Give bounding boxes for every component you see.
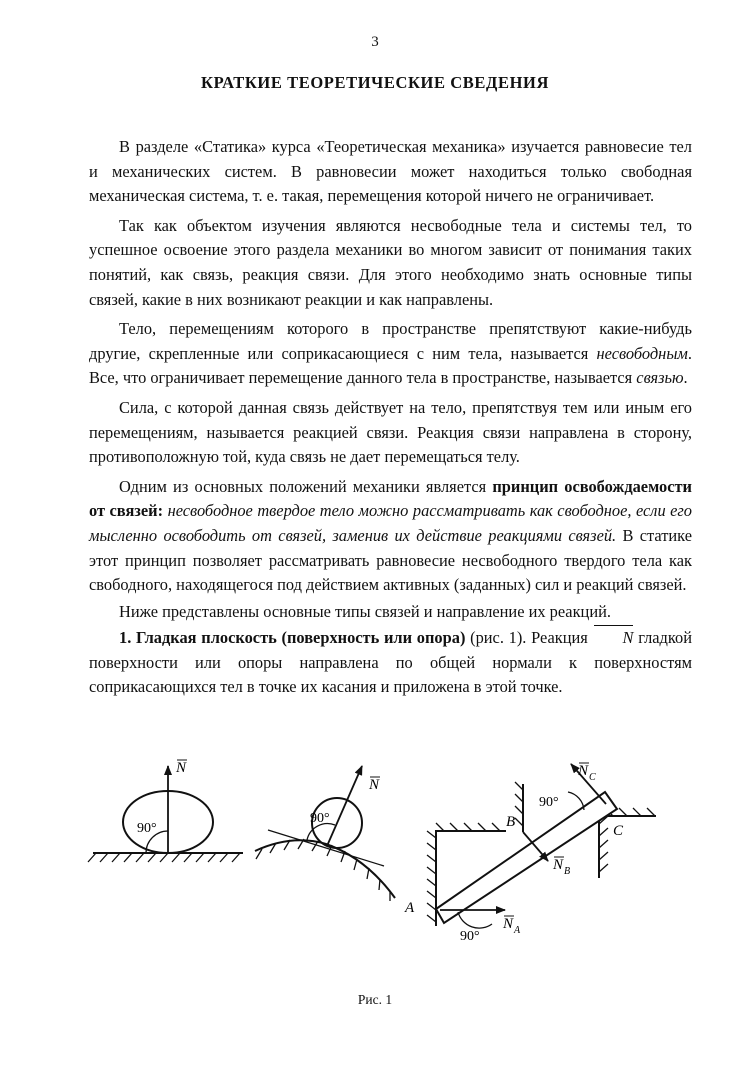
- paragraph-1: В разделе «Статика» курса «Теоретическая механика» изучается равновесие тел и механических систем. В равновесии может находиться только свободная механическая система, т. е. такая, перемещения которой ничего не ограничивает.: [89, 137, 692, 206]
- reaction-arrow-n-2: [327, 766, 362, 846]
- reaction-arrow-nc: [571, 764, 606, 804]
- paragraph-6: Ниже представлены основные типы связей и направление их реакций.: [119, 601, 611, 621]
- paragraph-4: Сила, с которой данная связь действует на тело, препятствуя тем или иным его перемещениям, называется реакцией связи. Реакция связи направлена в сторону, противоположную той, куда связь не дает перемещаться телу.: [89, 397, 692, 467]
- p7-text-b: (рис. 1). Реакция: [465, 628, 593, 648]
- p5-text-a: Одним из основных положений механики является: [119, 476, 493, 496]
- p3-text-c: . Все, что ограничивает перемещение данного тела в пространстве, называется: [89, 343, 692, 388]
- p3-text-e: .: [683, 368, 688, 388]
- section-heading: КРАТКИЕ ТЕОРЕТИЧЕСКИЕ СВЕДЕНИЯ: [201, 73, 549, 92]
- diagram-ball-on-curve: [255, 766, 395, 901]
- angle-label-2: 90°: [310, 811, 330, 826]
- paragraph-2: Так как объектом изучения являются несвободные тела и системы тел, то успешное освоение этого раздела механики во многом зависит от понимания таких понятий, как связь, реакция связи. Для этого необходимо знать основные типы связей, какие в них возникают реакции и как направлены.: [89, 215, 692, 309]
- angle-label-4: 90°: [460, 929, 480, 944]
- term-constraint: связью: [636, 368, 684, 388]
- label-nb: N: [553, 857, 564, 873]
- principle-statement: несвободное твердое тело можно рассматривать как свободное, если его мысленно освободить от связей, заменив их действие реакциями связей.: [89, 501, 693, 545]
- term-nonfree: несвободным: [596, 343, 688, 363]
- upper-wall-hatch: [515, 782, 523, 826]
- item-1-title: 1. Гладкая плоскость (поверхность или опора): [119, 628, 466, 648]
- p5-text-e: В статике этот принцип позволяет рассматривать равновесие несвободного твердого тела как свободного, находящегося под действием активных (заданных) сил и реакций связей.: [89, 525, 692, 595]
- figure-caption: Рис. 1: [357, 992, 393, 1007]
- paragraph-5: [89, 475, 692, 598]
- body-text: [89, 135, 692, 700]
- paragraph-3: [89, 317, 692, 391]
- principle-title: принцип освобождаемости от связей:: [89, 476, 692, 521]
- support-c-hatch: [599, 808, 655, 872]
- point-label-b: B: [506, 814, 516, 830]
- label-na: N: [503, 916, 514, 932]
- curved-surface: [255, 840, 395, 898]
- label-n: N: [176, 760, 187, 776]
- ground-hatch: [88, 853, 240, 862]
- angle-label-3: 90°: [539, 795, 559, 810]
- point-label-a: A: [405, 900, 415, 916]
- p7-text-d: гладкой поверхности или опоры направлена по общей нормали к поверхностям соприкасающихся тел в точке их касания и приложена в этой точке.: [89, 628, 692, 697]
- diagram-ball-on-plane: [88, 760, 243, 862]
- diagram-rod-supports: [404, 763, 656, 944]
- right-angle-arc-a: [458, 912, 492, 928]
- paragraph-7: [89, 626, 692, 700]
- rod: [436, 792, 617, 923]
- page-number: 3: [371, 34, 379, 50]
- label-n-2: N: [369, 777, 380, 793]
- label-nc-sub: C: [589, 772, 596, 783]
- label-nc: N: [578, 763, 589, 779]
- angle-label-1: 90°: [137, 821, 157, 836]
- label-na-sub: A: [514, 925, 521, 936]
- figure-1: [0, 748, 750, 978]
- point-label-c: C: [613, 823, 624, 839]
- p3-text-a: Тело, перемещениям которого в пространстве препятствуют какие-нибудь другие, скрепленные или соприкасающиеся с ним тела, называется: [89, 319, 692, 363]
- label-nb-sub: B: [564, 866, 571, 877]
- figure-1-drawing: [0, 748, 750, 978]
- vector-n: N: [593, 626, 634, 651]
